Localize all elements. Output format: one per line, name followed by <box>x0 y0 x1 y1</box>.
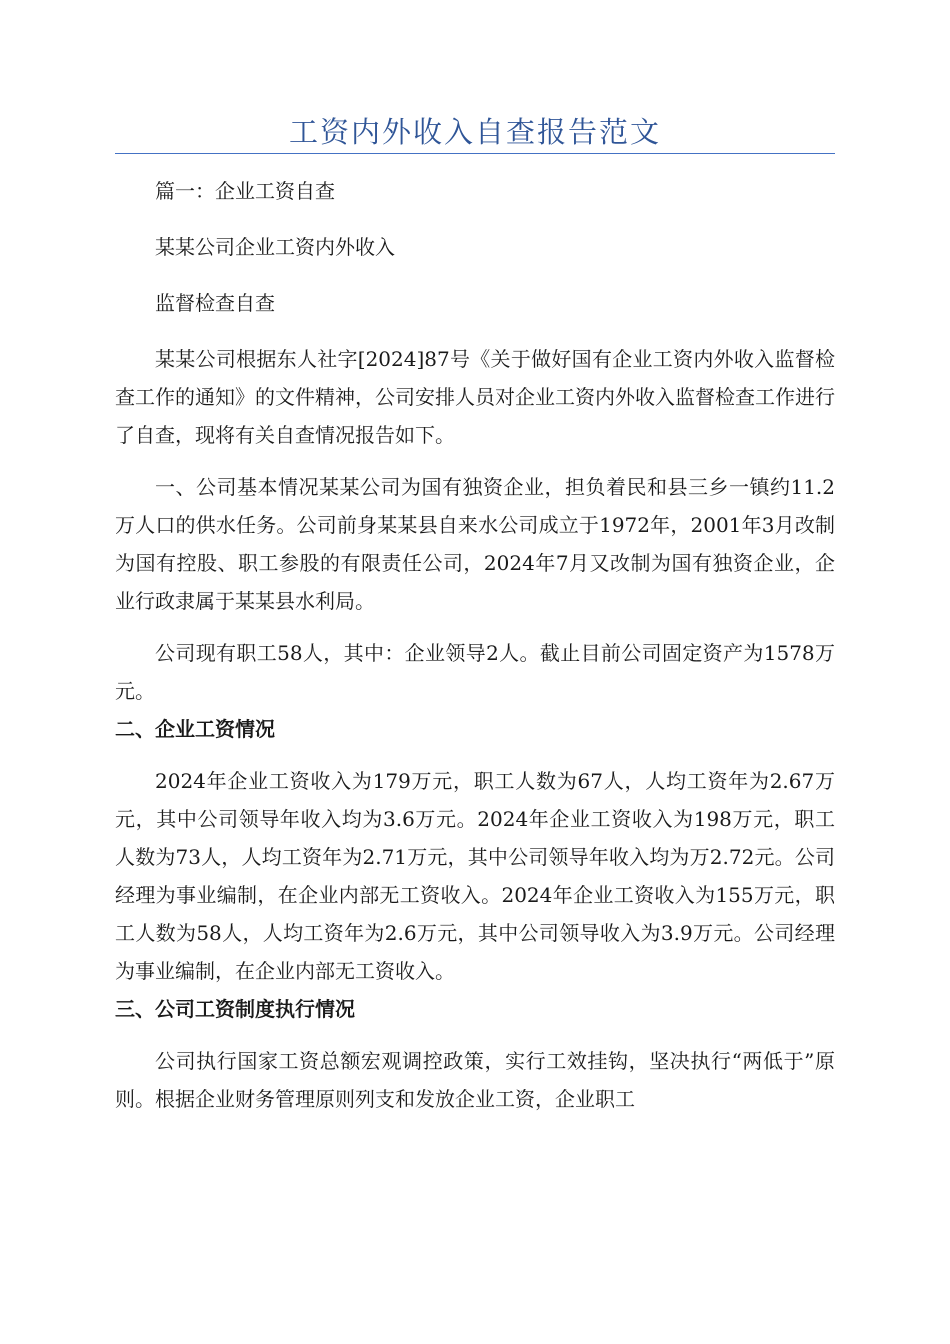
paragraph-staff-assets: 公司现有职工58人，其中：企业领导2人。截止目前公司固定资产为1578万元。 <box>115 641 835 703</box>
section-heading-wage-system: 三、公司工资制度执行情况 <box>115 997 355 1021</box>
title-underline <box>115 153 835 154</box>
paragraph-company-title: 某某公司企业工资内外收入 <box>155 235 395 259</box>
document-body <box>115 172 835 1118</box>
paragraph-wage-system: 公司执行国家工资总额宏观调控政策，实行工效挂钩，坚决执行“两低于”原则。根据企业财务管理原则列支和发放企业工资，企业职工 <box>115 1049 835 1111</box>
paragraph-intro: 某某公司根据东人社字[2024]87号《关于做好国有企业工资内外收入监督检查工作的通知》的文件精神，公司安排人员对企业工资内外收入监督检查工作进行了自查，现将有关自查情况报告如下。 <box>115 347 835 447</box>
paragraph-basic-info: 一、公司基本情况某某公司为国有独资企业，担负着民和县三乡一镇约11.2万人口的供水任务。公司前身某某县自来水公司成立于1972年，2001年3月改制为国有控股、职工参股的有限责任公司，2024年7月又改制为国有独资企业，企业行政隶属于某某县水利局。 <box>115 475 835 613</box>
paragraph-wages: 2024年企业工资收入为179万元，职工人数为67人，人均工资年为2.67万元，其中公司领导年收入均为3.6万元。2024年企业工资收入为198万元，职工人数为73人，人均工资年为2.71万元，其中公司领导年收入均为万2.72元。公司经理为事业编制，在企业内部无工资收入。2024年企业工资收入为155万元，职工人数为58人，人均工资年为2.6万元，其中公司领导收入为3.9万元。公司经理为事业编制，在企业内部无工资收入。 <box>115 769 835 983</box>
document-title: 工资内外收入自查报告范文 <box>288 115 661 149</box>
paragraph-inspection-title: 监督检查自查 <box>155 291 275 315</box>
paragraph-part-one: 篇一：企业工资自查 <box>155 179 335 203</box>
section-heading-wages: 二、企业工资情况 <box>115 717 275 741</box>
